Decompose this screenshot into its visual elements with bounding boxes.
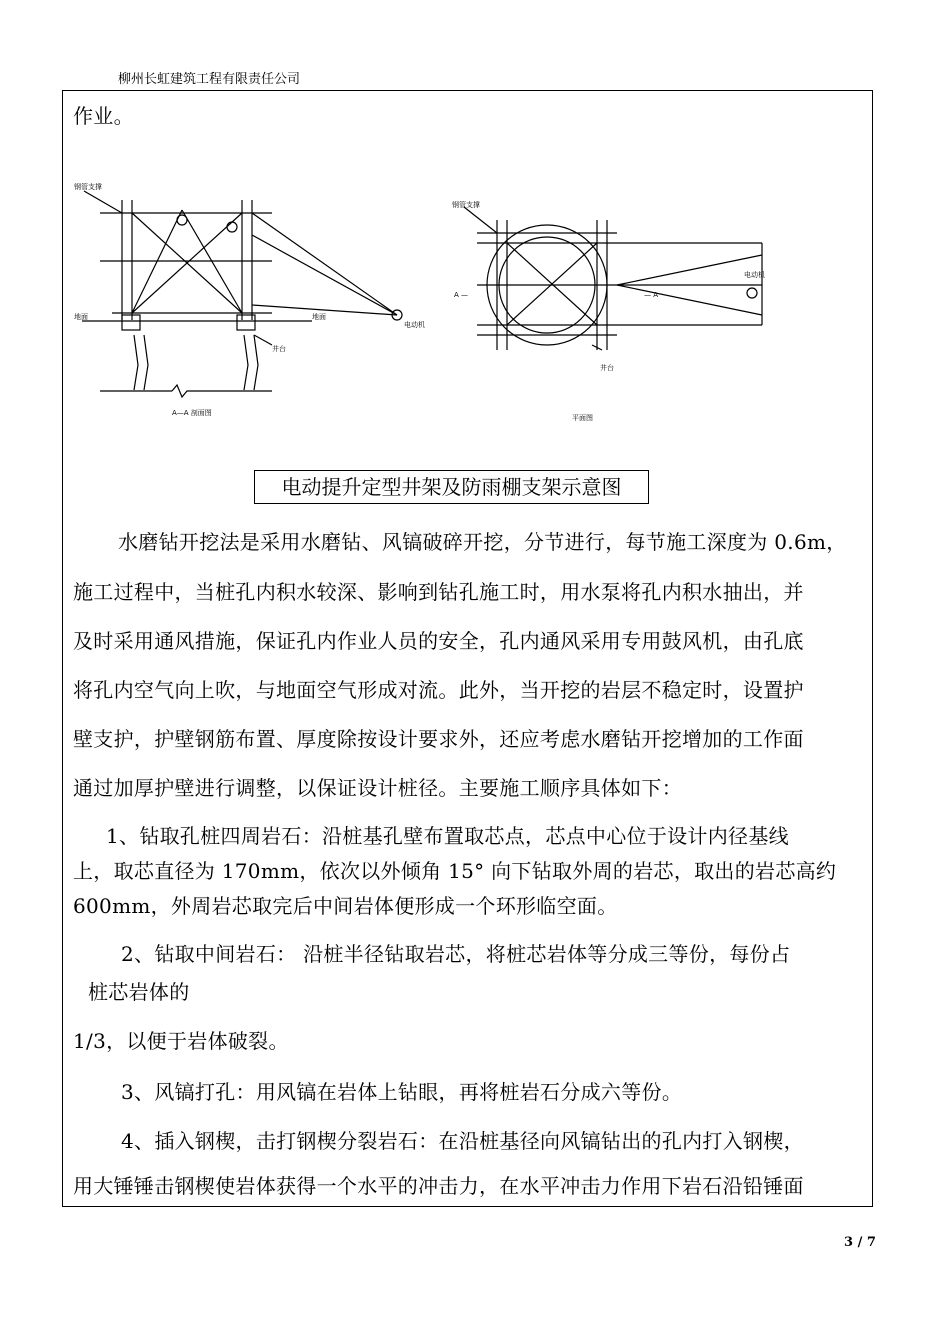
body-line-15: 用大锤锤击钢楔使岩体获得一个水平的冲击力，在水平冲击力作用下岩石沿铅锤面 [73,1174,804,1198]
right-steel-pipe-label: 钢管支撑 [452,201,480,209]
section-title: A—A 剖面图 [172,409,212,417]
well-frame-diagram [72,165,792,435]
body-line-4: 将孔内空气向上吹，与地面空气形成对流。此外，当开挖的岩层不稳定时，设置护 [73,678,804,702]
figure-caption: 电动提升定型井架及防雨棚支架示意图 [254,470,649,504]
body-line-7: 1、钻取孔桩四周岩石：沿桩基孔壁布置取芯点，芯点中心位于设计内径基线 [106,824,789,848]
body-line-5: 壁支护，护壁钢筋布置、厚度除按设计要求外，还应考虑水磨钻开挖增加的工作面 [73,727,804,751]
body-line-13: 3、风镐打孔：用风镐在岩体上钻眼，再将桩岩石分成六等份。 [121,1080,683,1104]
left-steel-pipe-label: 钢管支撑 [74,183,102,191]
body-line-14: 4、插入钢楔，击打钢楔分裂岩石：在沿桩基径向风镐钻出的孔内打入钢楔， [121,1129,804,1153]
body-line-0: 作业。 [73,104,134,128]
body-line-3: 及时采用通风措施，保证孔内作业人员的安全，孔内通风采用专用鼓风机，由孔底 [73,629,804,653]
body-line-10: 2、钻取中间岩石： 沿桩半径钻取岩芯，将桩芯岩体等分成三等份，每份占 [121,942,791,966]
left-ground-label: 地面 [74,313,88,321]
left-platform-label: 井台 [272,345,286,353]
body-line-8: 上，取芯直径为 170mm，依次以外倾角 15° 向下钻取外周的岩芯，取出的岩芯高约 [73,859,837,883]
body-line-6: 通过加厚护壁进行调整，以保证设计桩径。主要施工顺序具体如下： [73,776,682,800]
body-line-2: 施工过程中，当桩孔内积水较深、影响到钻孔施工时，用水泵将孔内积水抽出，并 [73,580,804,604]
company-header: 柳州长虹建筑工程有限责任公司 [118,72,301,87]
body-line-11: 桩芯岩体的 [88,980,190,1004]
right-winch-label: 电动机 [744,271,765,279]
body-line-9: 600mm，外周岩芯取完后中间岩体便形成一个环形临空面。 [73,894,618,918]
section-mark-right: — A [644,291,659,299]
plan-title: 平面图 [572,414,593,422]
section-mark-left: A — [454,291,469,299]
body-line-1: 水磨钻开挖法是采用水磨钻、风镐破碎开挖，分节进行，每节施工深度为 0.6m， [118,530,847,554]
right-ground-label: 地面 [312,313,326,321]
left-winch-label: 电动机 [404,321,425,329]
body-line-12: 1/3，以便于岩体破裂。 [73,1029,289,1053]
page-number: 3 / 7 [844,1235,876,1250]
right-platform-label: 井台 [600,364,614,372]
